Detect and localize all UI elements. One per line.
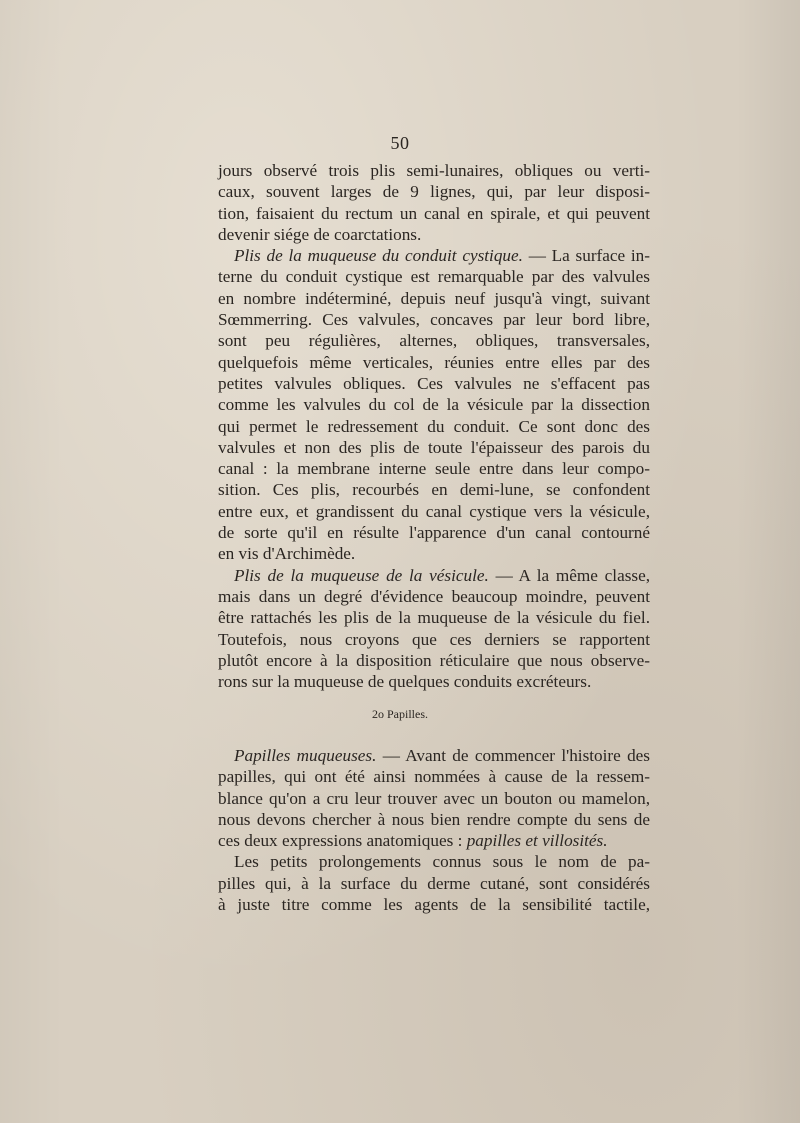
text-line: valvules et non des plis de toute l'épaisseur des parois du — [218, 437, 650, 457]
text-fragment: — Avant de commencer l'histoire des — [376, 746, 650, 765]
text-line: Toutefois, nous croyons que ces derniers se rapportent — [218, 629, 650, 649]
text-line — [218, 830, 650, 851]
text-line: pilles qui, à la surface du derme cutané, sont considérés — [218, 873, 650, 893]
main-text-bottom — [218, 745, 650, 915]
text-line: jours observé trois plis semi-lunaires, obliques ou verti- — [218, 161, 650, 180]
text-line: sont peu régulières, alternes, obliques, transversales, — [218, 331, 650, 351]
text-line: Sœmmerring. Ces valvules, concaves par leur bord libre, — [218, 310, 650, 330]
italic-terms: papilles et villosités. — [466, 831, 608, 851]
text-line: entre eux, et grandissent du canal cystique vers la vésicule, — [218, 501, 650, 521]
paragraph-conduit-cystique — [218, 245, 650, 564]
text-line: comme les valvules du col de la vésicule par la dissection — [218, 395, 650, 415]
text-line: en vis d'Archimède. — [218, 544, 356, 564]
paragraph-title: Plis de la muqueuse de la vésicule. — [234, 565, 489, 585]
text-line: terne du conduit cystique est remarquable par des valvules — [218, 267, 650, 287]
page-number: 50 — [390, 133, 410, 153]
text-line: papilles, qui ont été ainsi nommées à cause de la ressem- — [218, 767, 650, 787]
text-line — [218, 245, 650, 266]
text-line: en nombre indéterminé, depuis neuf jusqu'à vingt, suivant — [218, 288, 650, 308]
text-line: tion, faisaient du rectum un canal en spirale, et qui peuvent — [218, 203, 650, 223]
paragraph-vesicule — [218, 565, 650, 693]
text-line: mais dans un degré d'évidence beaucoup moindre, peuvent — [218, 586, 650, 606]
text-line — [218, 745, 650, 766]
paragraph-rectum — [218, 160, 650, 245]
text-fragment: ces deux expressions anatomiques : — [218, 831, 467, 851]
text-fragment: — A la même classe, — [488, 565, 650, 585]
section-heading: 2o Papilles. — [372, 707, 428, 721]
text-line: devenir siége de coarctations. — [218, 224, 422, 244]
paragraph-papilles-muqueuses — [218, 745, 650, 851]
text-line: rons sur la muqueuse de quelques conduits excréteurs. — [218, 672, 592, 692]
text-line: nous devons chercher à nous bien rendre compte du sens de — [218, 809, 650, 829]
text-line: à juste titre comme les agents de la sensibilité tactile, — [218, 895, 650, 915]
text-line — [218, 565, 650, 586]
paragraph-title: Plis de la muqueuse du conduit cystique. — [234, 246, 523, 266]
main-text-top — [218, 160, 650, 692]
text-line: qui permet le redressement du conduit. Ce sont donc des — [218, 416, 650, 436]
text-line: de sorte qu'il en résulte l'apparence d'un canal contourné — [218, 523, 650, 543]
text-line: Les petits prolongements connus sous le nom de pa- — [234, 852, 650, 872]
text-line: sition. Ces plis, recourbés en demi-lune, se confondent — [218, 480, 650, 500]
text-line: blance qu'on a cru leur trouver avec un bouton ou mamelon, — [218, 788, 650, 808]
paragraph-title: Papilles muqueuses. — [234, 746, 377, 765]
text-line: être rattachés les plis de la muqueuse de la vésicule du fiel. — [218, 608, 650, 628]
text-fragment: — La surface in- — [522, 246, 650, 266]
text-line: plutôt encore à la disposition réticulaire que nous observe- — [218, 650, 650, 670]
text-line: canal : la membrane interne seule entre dans leur compo- — [218, 459, 650, 479]
text-line: caux, souvent larges de 9 lignes, qui, par leur disposi- — [218, 182, 650, 202]
text-line: quelquefois même verticales, réunies entre elles par des — [218, 352, 650, 372]
text-line: petites valvules obliques. Ces valvules ne s'effacent pas — [218, 373, 650, 393]
paragraph-petits-prolongements — [218, 851, 650, 915]
